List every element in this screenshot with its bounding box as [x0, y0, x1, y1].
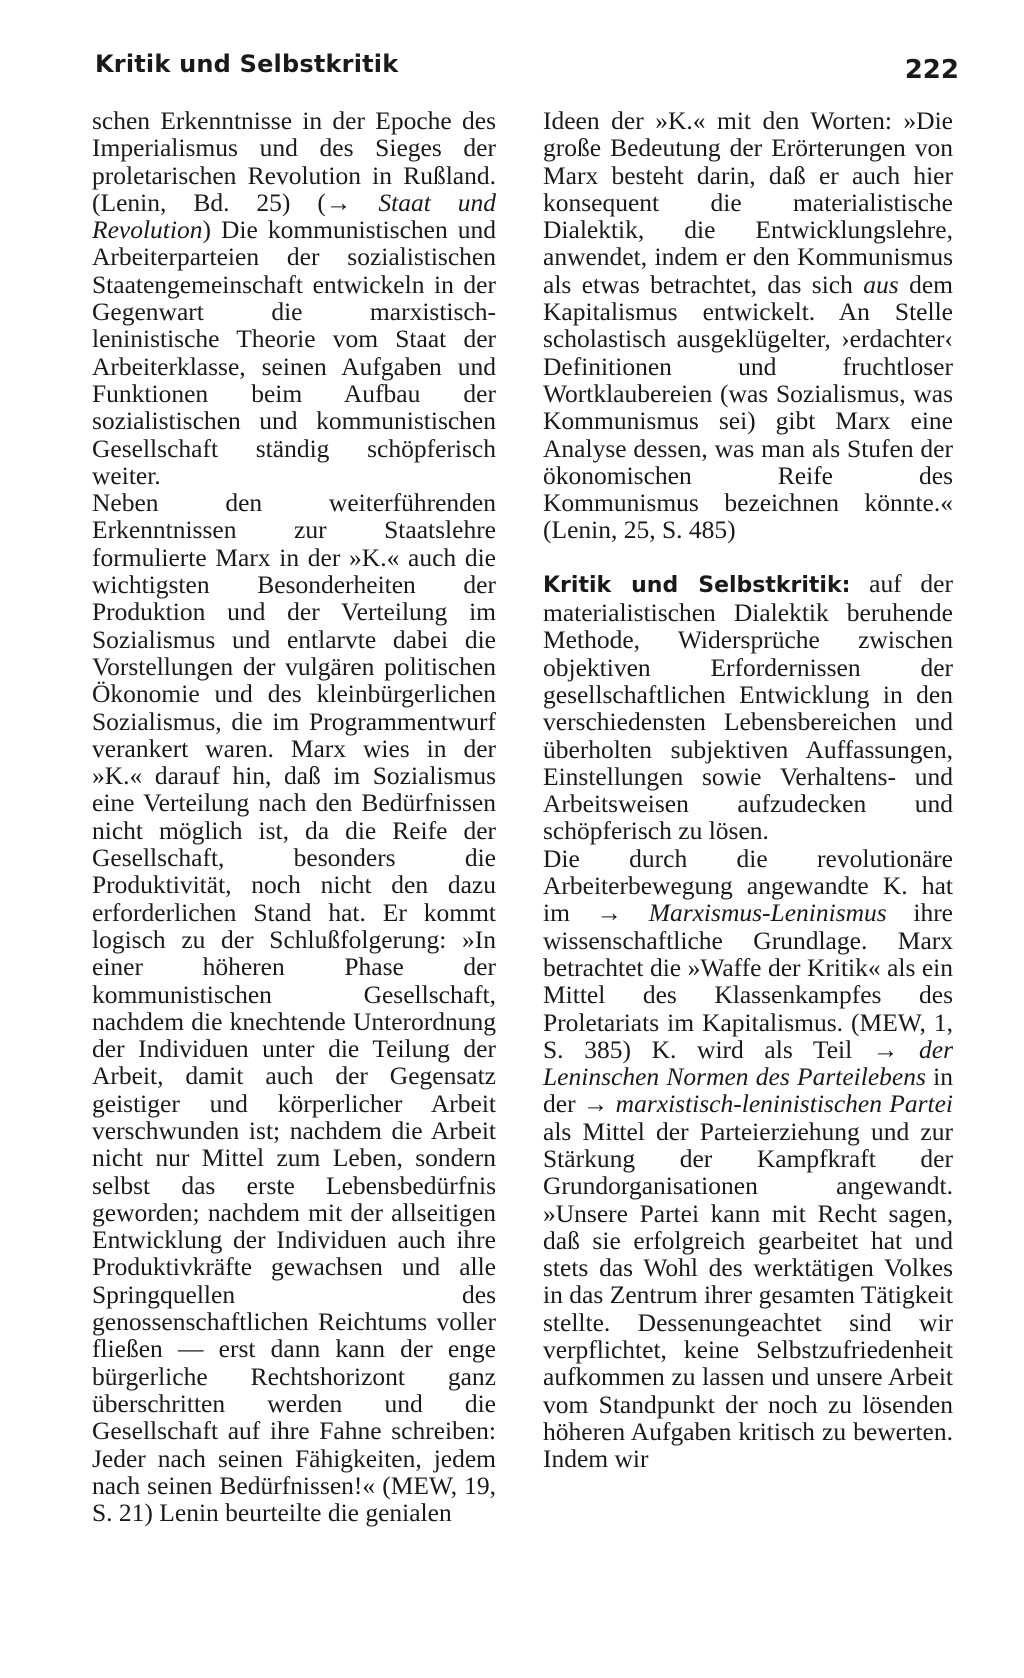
body-paragraph: [543, 107, 953, 544]
text-run: ) Die kommunistischen und Arbeiterparteien der sozialistischen Staatengemeinschaft entwickeln in der Gegenwart die marxistisch-leninistische Theorie vom Staat der Arbeiterklasse, seinen Aufgaben und Funktionen beim Aufbau der sozialistischen und kommunistischen Gesellschaft ständig schöpferisch weiter.: [92, 215, 496, 490]
entry-keyword: Kritik und Selbstkritik:: [543, 572, 851, 598]
right-column: [543, 107, 953, 1473]
text-run: Neben den weiterführenden Erkenntnissen zur Staatslehre formulierte Marx in der »K.« auch die wichtigsten Besonderheiten der Produktion und der Verteilung im Sozialismus und entlarvte dabei die Vorstellungen der vulgären politischen Ökonomie und des kleinbürgerlichen Sozialismus, die im Programmentwurf verankert waren. Marx wies in der »K.« darauf hin, daß im Sozialismus eine Verteilung nach den Bedürfnissen nicht möglich ist, da die Reife der Gesellschaft, besonders die Produktivität, noch nicht den dazu erforderlichen Stand hat. Er kommt logisch zu der Schlußfolgerung: »In einer höheren Phase der kommunistischen Gesellschaft, nachdem die knechtende Unterordnung der Individuen unter die Teilung der Arbeit, damit auch der Gegensatz geistiger und körperlicher Arbeit verschwunden ist; nachdem die Arbeit nicht nur Mittel zum Leben, sondern selbst das erste Lebensbedürfnis geworden; nachdem mit der allseitigen Entwicklung der Individuen auch ihre Produktivkräfte gewachsen und alle Springquellen des genossenschaftlichen Reichtums voller fließen — erst dann kann der enge bürgerliche Rechtshorizont ganz überschritten werden und die Gesellschaft auf ihre Fahne schreiben: Jeder nach seinen Fähigkeiten, jedem nach seinen Bedürfnissen!« (MEW, 19, S. 21) Lenin beurteilte die genialen: [92, 488, 496, 1528]
italic-run: Marxismus-Leninismus: [648, 898, 887, 928]
text-run: Die durch die revolutionäre Arbeiterbewegung angewandte K. hat im →: [543, 843, 953, 928]
text-run: als Mittel der Parteierziehung und zur Stärkung der Kampfkraft der Grundorganisationen angewandt. »Unsere Partei kann mit Recht sagen, daß sie erfolgreich gearbeitet hat und stets das Wohl des werktätigen Volkes in das Zentrum ihrer gesamten Tätigkeit stellte. Dessenungeachtet sind wir verpflichtet, keine Selbstzufriedenheit aufkommen zu lassen und unsere Arbeit vom Standpunkt der noch zu lösenden höheren Aufgaben kritisch zu bewerten. Indem wir: [543, 1116, 953, 1474]
italic-run: marxistisch-leninistischen Partei: [615, 1089, 954, 1119]
text-run: schen Erkenntnisse in der Epoche des Imperialismus und des Sieges der proletarischen Revolution in Rußland. (Lenin, Bd. 25) (→: [92, 106, 496, 217]
left-column: [92, 107, 496, 1526]
text-run: ihre wissenschaftliche Grundlage. Marx betrachtet die »Waffe der Kritik« als ein Mittel des Klassenkampfes des Proletariats im Kapitalismus. (MEW, 1, S. 385) K. wird als Teil →: [543, 898, 953, 1064]
italic-run: der Leninschen Normen des Parteilebens: [543, 1034, 953, 1092]
running-head: Kritik und Selbstkritik: [95, 50, 399, 78]
entry-paragraph: [543, 570, 953, 845]
entry-definition: auf der materialistischen Dialektik beruhende Methode, Widersprüche zwischen objektiven Erfordernissen der gesellschaftlichen Entwicklung in den verschiedensten Lebensbereichen und überholten subjektiven Auffassungen, Einstellungen sowie Verhaltens- und Arbeitsweisen aufzudecken und schöpferisch zu lösen.: [543, 568, 953, 846]
italic-run: aus: [863, 269, 899, 299]
page-number: 222: [904, 55, 959, 85]
text-run: Ideen der »K.« mit den Worten: »Die große Bedeutung der Erörterungen von Marx besteht darin, daß er auch hier konsequent die materialistische Dialektik, die Entwicklungslehre, anwendet, indem er den Kommunismus als etwas betrachtet, das sich: [543, 106, 953, 299]
body-paragraph: [92, 489, 496, 1526]
italic-run: Staat und Revolution: [92, 187, 497, 245]
body-paragraph: [92, 107, 496, 489]
body-paragraph: [543, 845, 953, 1473]
text-run: dem Kapitalismus entwickelt. An Stelle scholastisch ausgeklügelter, ›erdachter‹ Definitionen und fruchtloser Wortklaubereien (was Sozialismus, was Kommunismus sei) gibt Marx eine Analyse dessen, was man als Stufen der ökonomischen Reife des Kommunismus bezeichnen könnte.« (Lenin, 25, S. 485): [543, 269, 953, 545]
text-run: in der →: [543, 1062, 953, 1119]
